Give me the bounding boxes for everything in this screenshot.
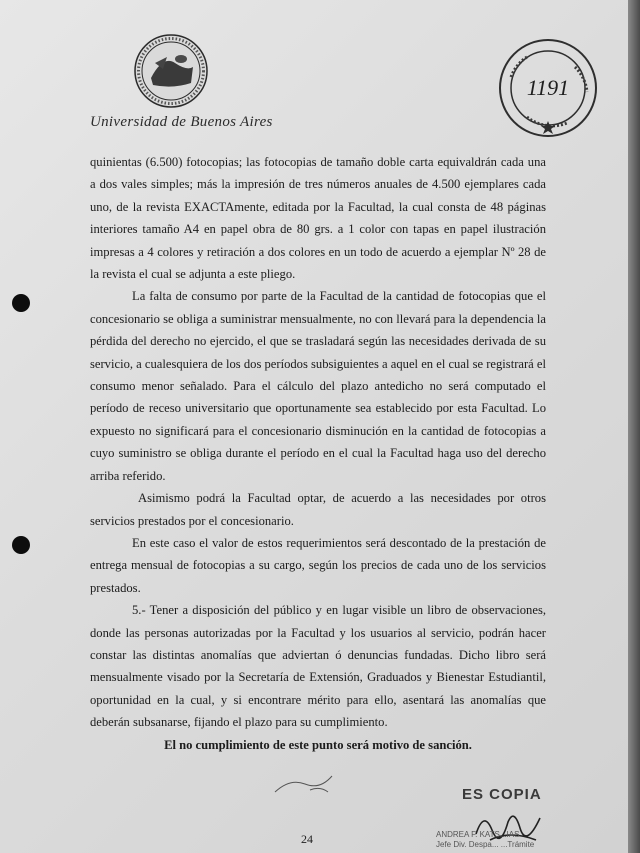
paper-edge (628, 0, 640, 853)
closing-statement: El no cumplimiento de este punto será motivo de sanción. (164, 737, 472, 752)
punch-hole-icon (12, 294, 30, 312)
punch-hole-icon (12, 536, 30, 554)
stamp-number: 1191 (526, 75, 570, 100)
university-name: Universidad de Buenos Aires (90, 114, 273, 130)
paragraph-1: quinientas (6.500) fotocopias; las fotocopias de tamaño doble carta equivaldrán cada una a dos vales simples; más la impresión de tres números anuales de 4.500 ejemplares cada uno, de la revista EXACTAmente, editada por la Facultad, la cual consta de 48 páginas interiores tamaño A4 en papel obra de 80 grs. a 1 color con tapas en papel ilustración impresas a 4 colores y retiración a dos colores en un todo de acuerdo a ejemplar Nº 28 de la revista el cual se adjunta a este pliego. (90, 155, 546, 282)
signer-title: Jefe Div. Despa... ...Trámite (436, 840, 535, 849)
page-number: 24 (301, 832, 313, 846)
copy-stamp: ES COPIA (462, 786, 542, 803)
paragraph-4: En este caso el valor de estos requerimientos será descontado de la prestación de entrega mensual de fotocopias a su cargo, según los precios de cada uno de los servicios prestados. (90, 535, 546, 595)
signer-name: ANDREA F. KATS...IAS (436, 830, 520, 839)
pen-mark-icon (270, 770, 350, 800)
paragraph-5: 5.- Tener a disposición del público y en lugar visible un libro de observaciones, donde las personas autorizadas por la Facultad y los usuarios al servicio, podrán hacer constar las distintas anomalías que adviertan ó denuncias fundadas. Dicho libro será mensualmente visado por la Secretaría de Extensión, Graduados y Bienestar Estudiantil, oportunidad en la cual, y si encontrare mérito para ello, asentará las anomalías que deberán subsanarse, fijando el plazo para su cumplimiento. (90, 603, 546, 730)
paragraph-2: La falta de consumo por parte de la Facultad de la cantidad de fotocopias que el concesionario se obliga a suministrar mensualmente, no con llevará para la dependencia la pérdida del derecho no ejercido, el que se trasladará según las necesidades derivada de su servicio, a cualesquiera de los dos períodos subsiguientes a aquel en el cual se registrará el consumo menor señalado. Para el cálculo del plazo antedicho no será computado el período de receso universitario que oportunamente sea establecido por esta Facultad. Lo expuesto no significará para el concesionario disminución en la cantidad de fotocopias a cuyo suministro se obliga durante el período en el cual la Facultad haga uso del derecho arriba referido. (90, 289, 547, 483)
university-seal-icon (133, 33, 209, 109)
paragraph-3: Asimismo podrá la Facultad optar, de acuerdo a las necesidades por otros servicios prestados por el concesionario. (90, 491, 546, 528)
registry-stamp-icon (497, 37, 599, 139)
body-text (90, 151, 546, 756)
signer-block (436, 830, 534, 850)
